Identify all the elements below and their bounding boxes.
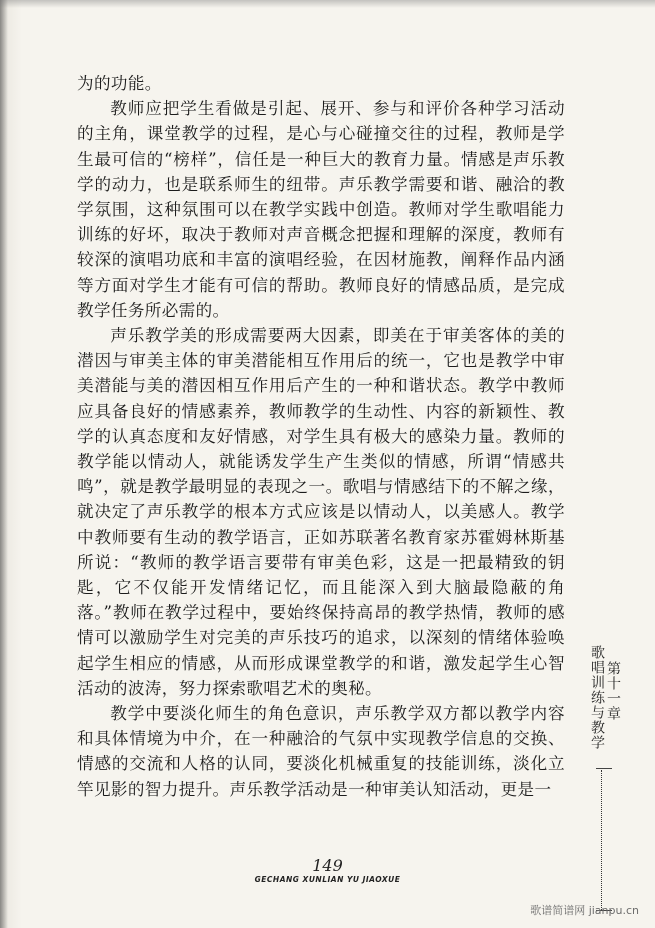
body-text xyxy=(77,71,565,802)
paragraph: 教师应把学生看做是引起、展开、参与和评价各种学习活动的主角，课堂教学的过程，是心与心碰撞交往的过程，教师是学生最可信的“榜样”，信任是一种巨大的教育力量。情感是声乐教学的动力，也是联系师生的纽带。声乐教学需要和谐、融洽的教学氛围，这种氛围可以在教学实践中创造。教师对学生歌唱能力训练的好坏，取决于教师对声音概念把握和理解的深度，教师有较深的演唱功底和丰富的演唱经验，在因材施教，阐释作品内涵等方面对学生才能有可信的帮助。教师良好的情感品质，是完成教学任务所必需的。 xyxy=(77,99,565,320)
chapter-side-tab xyxy=(591,645,621,750)
running-title: GECHANG XUNLIAN YU JIAOXUE xyxy=(254,875,401,884)
scan-top-edge xyxy=(0,0,655,8)
side-tab-dotted-line xyxy=(601,770,612,910)
paragraph: 教学中要淡化师生的角色意识，声乐教学双方都以教学内容和具体情境为中介，在一种融洽的气氛中实现教学信息的交换、情感的交流和人格的认同，要淡化机械重复的技能训练，淡化立竿见影的智力提升。声乐教学活动是一种审美认知活动，更是一 xyxy=(77,704,565,799)
chapter-title: 歌唱训练与教学 xyxy=(589,645,605,750)
paragraph: 声乐教学美的形成需要两大因素，即美在于审美客体的美的潜因与审美主体的审美潜能相互作用后的统一，它也是教学中审美潜能与美的潜因相互作用后产生的一种和谐状态。教学中教师应具备良好的情感素养，教师教学的生动性、内容的新颖性、教学的认真态度和友好情感，对学生具有极大的感染力量。教师的教学能以情动人，就能诱发学生产生类似的情感，所谓“情感共鸣”，就是教学最明显的表现之一。歌唱与情感结下的不解之缘，就决定了声乐教学的根本方式应该是以情动人，以美感人。教学中教师要有生动的教学语言，正如苏联著名教育家苏霍姆林斯基所说：“教师的教学语言要带有审美色彩，这是一把最精致的钥匙，它不仅能开发情绪记忆，而且能深入到大脑最隐蔽的角落。”教师在教学过程中，要始终保持高昂的教学热情，教师的感情可以激励学生对完美的声乐技巧的追求，以深刻的情绪体验唤起学生相应的情感，从而形成课堂教学的和谐，激发起学生心智活动的波涛，努力探索歌唱艺术的奥秘。 xyxy=(77,326,565,698)
site-watermark: 歌谱简谱网 jianpu.cn xyxy=(530,904,639,917)
binding-shadow xyxy=(0,0,8,928)
chapter-number: 第十一章 xyxy=(605,660,621,721)
paragraph-continuation: 为的功能。 xyxy=(77,74,162,93)
page-number: 149 xyxy=(312,856,343,875)
side-tab-tick xyxy=(596,768,612,769)
